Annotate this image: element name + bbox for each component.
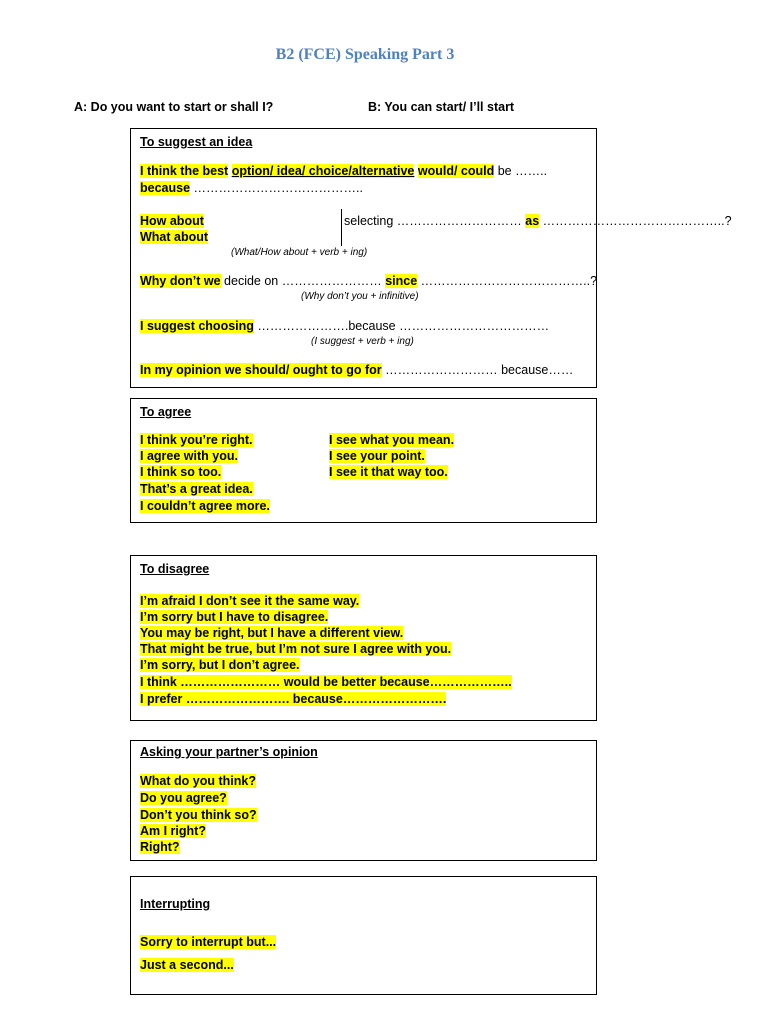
i-suggest-line [140,319,549,333]
disagree-phrase: I think …………………… would be better because……………….. [140,675,512,689]
disagree-phrase: You may be right, but I have a different view. [140,626,404,640]
page-title: B2 (FCE) Speaking Part 3 [275,46,455,63]
agree-left-2 [140,449,238,463]
note-why: (Why don’t you + infinitive) [301,291,419,302]
agree-right-1 [329,433,454,447]
opinion-line [140,363,573,377]
asking-phrase: Don’t you think so? [140,808,257,822]
disagree-line [140,610,328,624]
disagree-heading: To disagree [140,562,210,576]
because-text: because [140,181,191,195]
agree-left-3 [140,465,221,479]
disagree-line [140,692,446,706]
decide-text: decide on …………………… [220,274,382,288]
bracket-divider [341,209,342,246]
suggest-heading: To suggest an idea [140,135,253,149]
i-suggest-dots: ………………….because ……………………………… [253,319,550,333]
what-about-text: What about [140,230,209,244]
disagree-phrase: I prefer ……………………. because……………………. [140,692,447,706]
agree-left-5 [140,499,270,513]
be-dots: be …….. [494,164,548,178]
agree-heading: To agree [140,405,192,419]
why-text: Why don’t we [140,274,221,288]
disagree-phrase: I’m sorry but I have to disagree. [140,610,329,624]
what-about-line [140,230,208,244]
asking-line [140,840,180,854]
suggest-box [130,128,732,388]
disagree-line [140,642,451,656]
agree-phrase: I agree with you. [140,449,238,463]
disagree-line [140,594,359,608]
suggest-line-best [140,164,547,178]
agree-phrase: I see what you mean. [329,433,455,447]
interrupting-line [140,958,234,972]
as-dots: ……………………………………..? [539,214,732,228]
asking-line [140,808,257,822]
because-dots: ………………………………….. [190,181,363,195]
asking-phrase: What do you think? [140,774,256,788]
agree-phrase: I couldn’t agree more. [140,499,270,513]
agree-phrase: I think so too. [140,465,222,479]
asking-phrase: Right? [140,840,180,854]
agree-box [130,398,597,523]
note-how-about: (What/How about + verb + ing) [231,247,368,258]
asking-box [130,740,597,861]
agree-left-4 [140,482,253,496]
interrupting-line [140,935,276,949]
would-could: would/ could [417,164,495,178]
note-suggest: (I suggest + verb + ing) [311,336,414,347]
since-dots: …………………………………..? [417,274,598,288]
how-about-text: How about [140,214,204,228]
selecting-line [344,214,732,228]
asking-heading: Asking your partner’s opinion [140,745,318,759]
suggest-line-because [140,181,363,195]
interrupting-phrase: Sorry to interrupt but... [140,935,277,949]
asking-line [140,774,256,788]
asking-phrase: Do you agree? [140,791,227,805]
disagree-phrase: I’m afraid I don’t see it the same way. [140,594,360,608]
disagree-phrase: I’m sorry, but I don’t agree. [140,658,300,672]
option-choices: option/ idea/ choice/alternative [231,164,415,178]
how-about-line [140,214,204,228]
as-text: as [525,214,540,228]
agree-phrase: I think you’re right. [140,433,253,447]
agree-phrase: That’s a great idea. [140,482,253,496]
turn-b: B: You can start/ I’ll start [368,100,515,114]
opinion-dots: ……………………… because…… [381,363,574,377]
disagree-line [140,626,403,640]
disagree-box [130,555,597,721]
agree-right-2 [329,449,425,463]
since-text: since [385,274,418,288]
disagree-line [140,658,300,672]
agree-right-3 [329,465,448,479]
disagree-line [140,675,512,689]
asking-phrase: Am I right? [140,824,206,838]
agree-phrase: I see it that way too. [329,465,448,479]
turn-a: A: Do you want to start or shall I? [74,100,274,114]
interrupting-heading: Interrupting [140,897,211,911]
i-suggest-text: I suggest choosing [140,319,254,333]
agree-phrase: I see your point. [329,449,425,463]
interrupting-box [130,876,597,995]
interrupting-phrase: Just a second... [140,958,234,972]
disagree-phrase: That might be true, but I’m not sure I agree with you. [140,642,452,656]
best-text: I think the best [140,164,229,178]
why-line [140,274,597,288]
asking-line [140,791,227,805]
asking-line [140,824,206,838]
opinion-text: In my opinion we should/ ought to go for [140,363,382,377]
selecting-text: selecting ………………………… [344,214,522,228]
agree-left-1 [140,433,253,447]
